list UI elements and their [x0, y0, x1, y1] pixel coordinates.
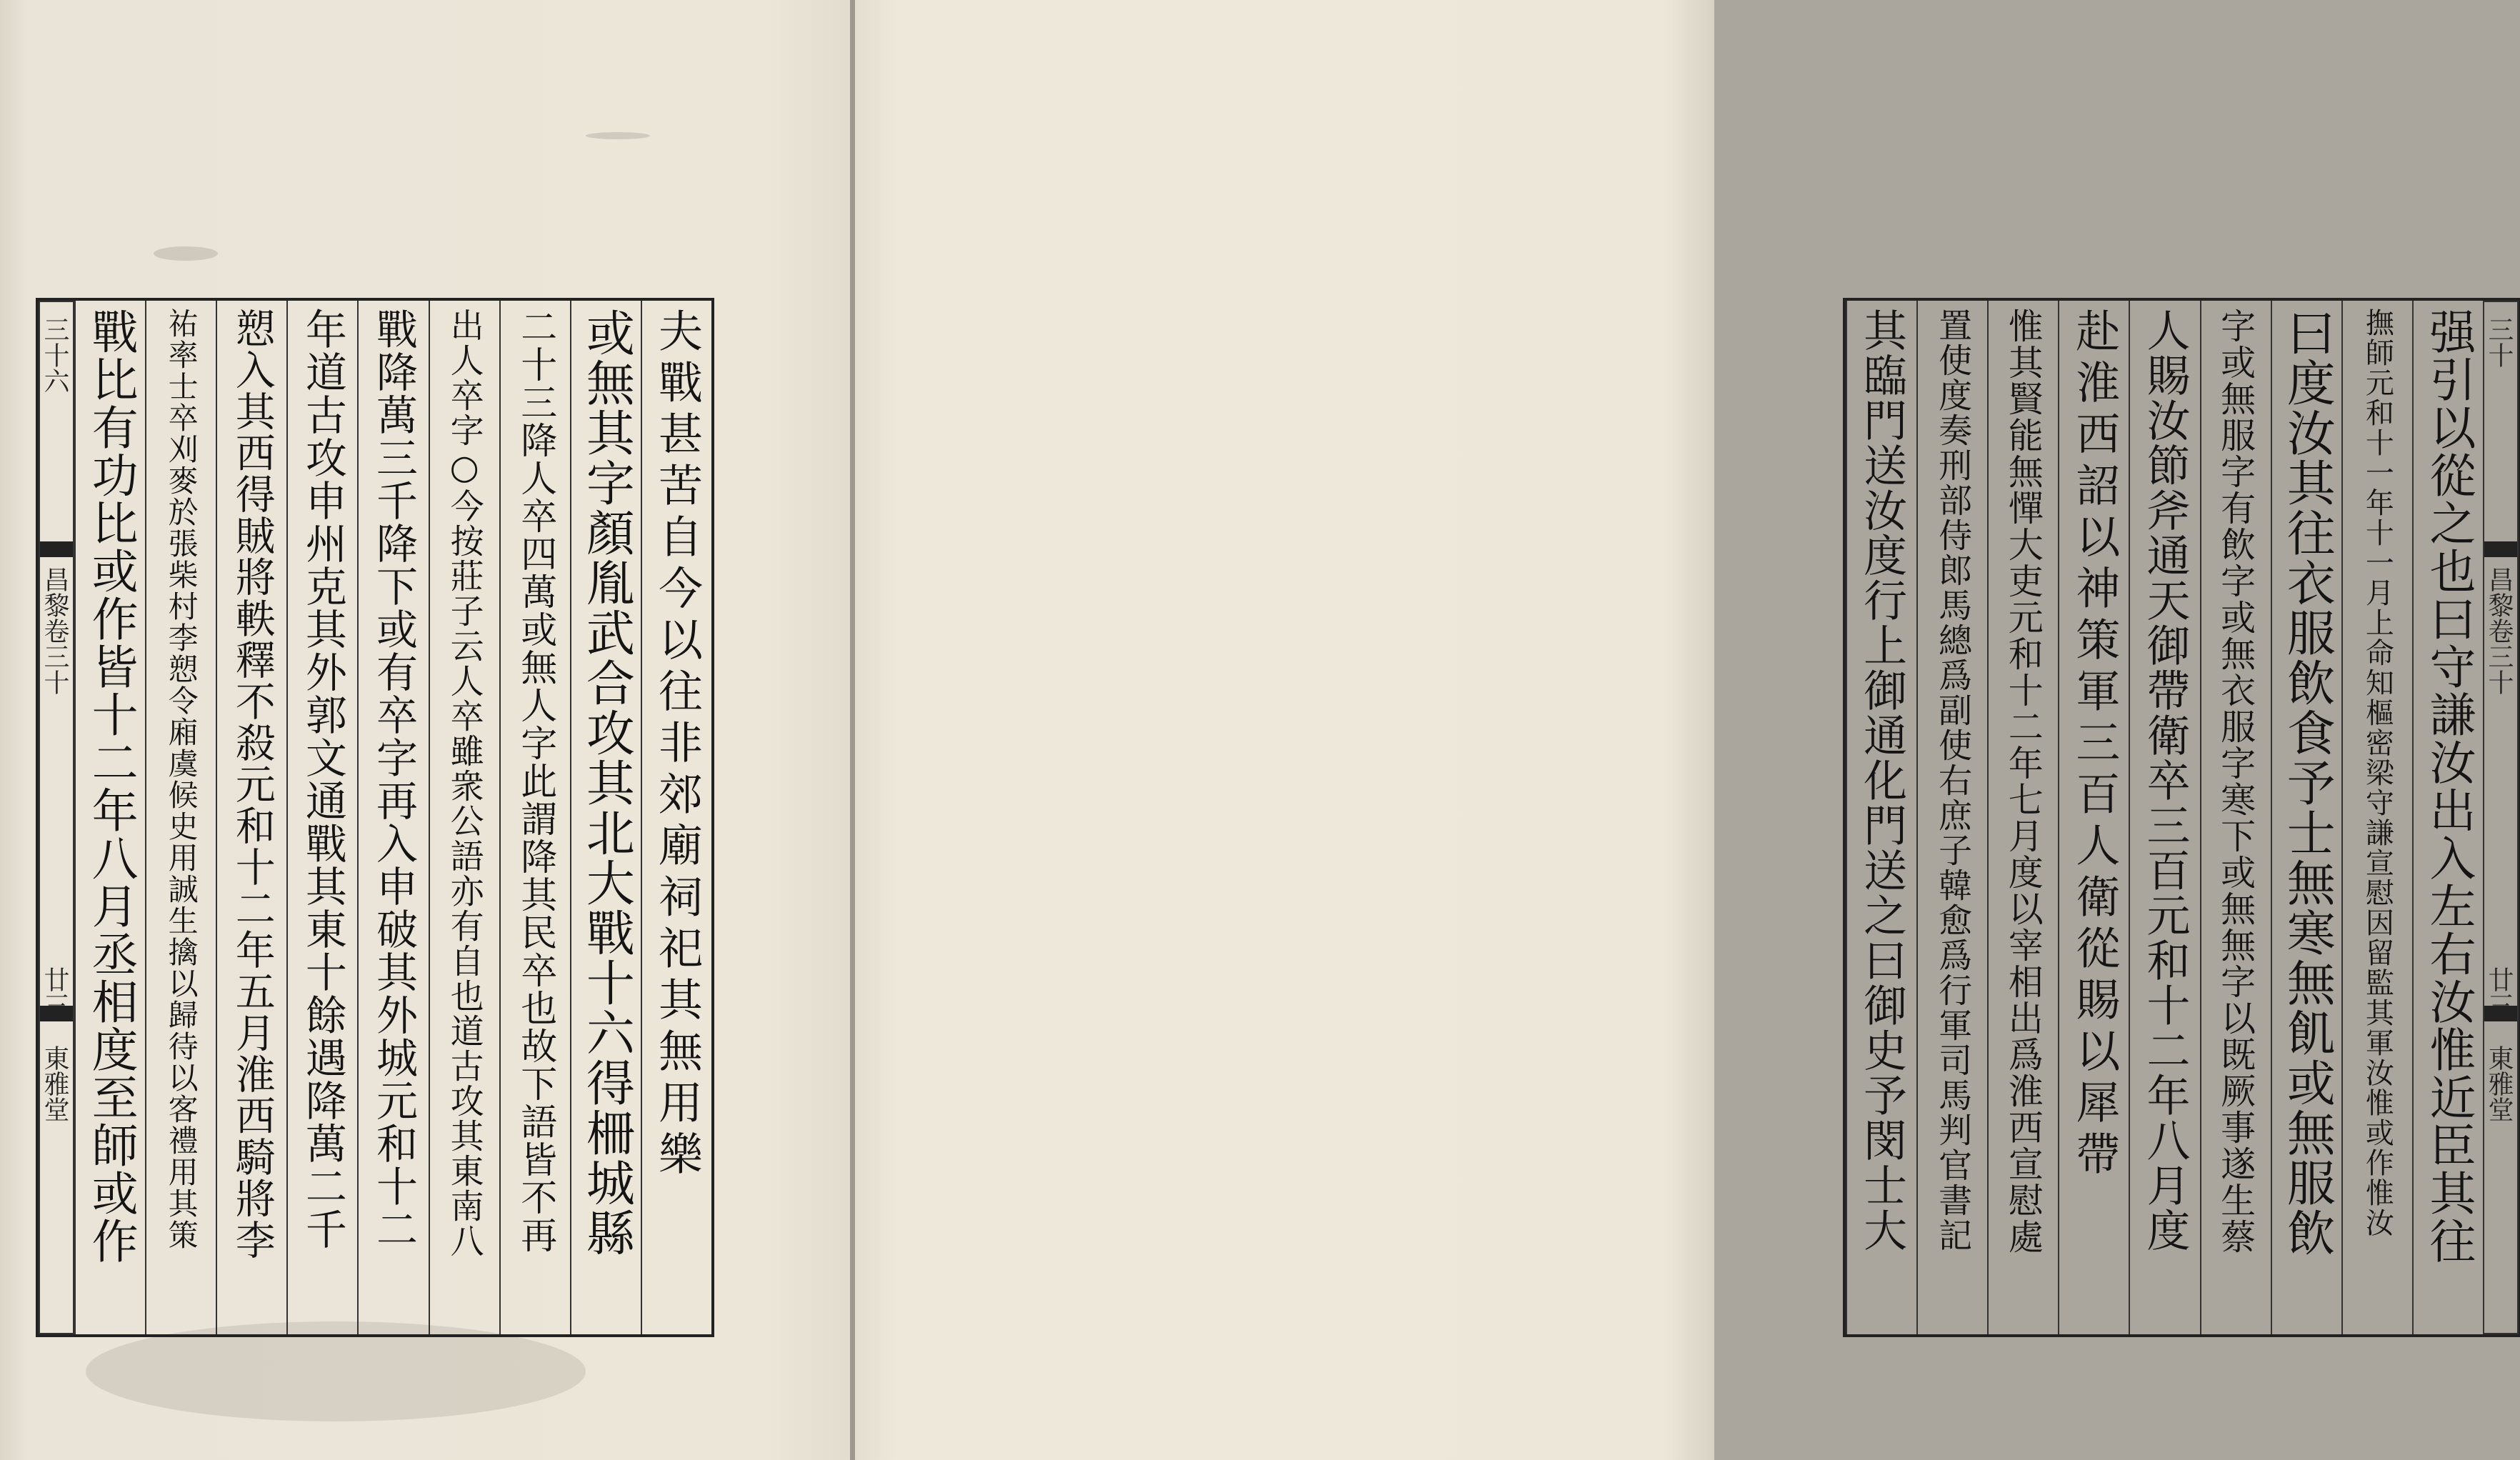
- column-text: 年道古攻申州克其外郭文通戰其東十餘遇降萬二千: [298, 308, 347, 1251]
- column-text: 惟其賢能無憚大吏元和十二年七月度以宰相出爲淮西宣慰處: [2003, 308, 2044, 1255]
- column-text: 祐率士卒刈麥於張柴村李愬令廂虞候史用誠生擒以歸待以客禮用其策: [164, 308, 199, 1251]
- text-column: [2200, 301, 2271, 1334]
- column-text: 人賜汝節斧通天御帶衛卒三百元和十二年八月度: [2139, 308, 2191, 1253]
- column-text: 赴淮西詔以神策軍三百人衛從賜以犀帶: [2068, 308, 2121, 1182]
- slip-title: 昌黎卷三十: [40, 566, 69, 695]
- folio-top: 三十: [2484, 316, 2514, 368]
- text-column: [2341, 301, 2412, 1334]
- publisher-name: 東雅堂: [2484, 1045, 2514, 1122]
- text-column: [429, 301, 499, 1334]
- text-column: [357, 301, 428, 1334]
- column-text: 出人卒字○今按莊子云人卒雖衆公語亦有自也道古攻其東南八: [444, 308, 484, 1259]
- column-text: 戰降萬三千降下或有卒字再入申破其外城元和十二: [369, 308, 418, 1251]
- text-column: [2412, 301, 2483, 1334]
- column-text: 曰度汝其往衣服飲食予士無寒無飢或無服飲: [2279, 308, 2336, 1258]
- text-column: [1846, 301, 1916, 1334]
- text-column: [641, 301, 711, 1334]
- slip-title: 昌黎卷三十: [2484, 566, 2514, 695]
- text-column: [570, 301, 641, 1334]
- left-margin-slip: [39, 301, 74, 1334]
- column-text: 置使度奏刑部侍郎馬總爲副使右庶子韓愈爲行軍司馬判官書記: [1933, 308, 1973, 1253]
- column-text: 强引以從之也曰守謙汝出入左右汝惟近臣其往: [2421, 308, 2475, 1265]
- text-column: [2271, 301, 2341, 1334]
- column-text: 字或無服字有飲字或無衣服字寒下或無無字以既厥事遂生蔡: [2215, 308, 2256, 1255]
- page-number: 廿三: [40, 966, 69, 1018]
- right-text-frame: [1843, 298, 2520, 1337]
- text-column: [286, 301, 357, 1334]
- column-text: 撫師元和十一年十一月上命知樞密梁守謙宣慰因留監其軍汝惟或作惟汝: [2361, 308, 2394, 1238]
- folio-top: 三十六: [40, 316, 69, 394]
- left-page: [0, 0, 852, 1460]
- right-margin-slip: [2483, 301, 2519, 1334]
- page-number: 廿三: [2484, 966, 2514, 1018]
- publisher-name: 東雅堂: [40, 1045, 69, 1122]
- column-text: 夫戰甚苦自今以往非郊廟祠祀其無用樂: [651, 308, 704, 1182]
- text-column: [145, 301, 216, 1334]
- fish-tail-mark: [40, 541, 73, 557]
- text-column: [2058, 301, 2129, 1334]
- column-text: 二十三降人卒四萬或無人字此謂降其民卒也故下語皆不再: [514, 308, 556, 1254]
- text-column: [74, 301, 145, 1334]
- left-text-frame: [36, 298, 714, 1337]
- text-column: [1987, 301, 2058, 1334]
- column-text: 其臨門送汝度行上御通化門送之曰御史予閔士大: [1856, 308, 1908, 1253]
- ink-smudge: [154, 246, 218, 261]
- text-column: [216, 301, 286, 1334]
- fish-tail-mark: [2484, 541, 2517, 557]
- ink-dots: [586, 132, 650, 139]
- text-column: [1916, 301, 1987, 1334]
- text-column: [499, 301, 570, 1334]
- column-text: 戰比有功比或作皆十二年八月丞相度至師或作: [84, 308, 138, 1265]
- text-column: [2129, 301, 2199, 1334]
- right-page: [855, 0, 2514, 1460]
- column-text: 愬入其西得賊將軼釋不殺元和十二年五月淮西騎將李: [229, 308, 276, 1261]
- column-text: 或無其字顏胤武合攻其北大戰十六得柵城縣: [578, 308, 635, 1258]
